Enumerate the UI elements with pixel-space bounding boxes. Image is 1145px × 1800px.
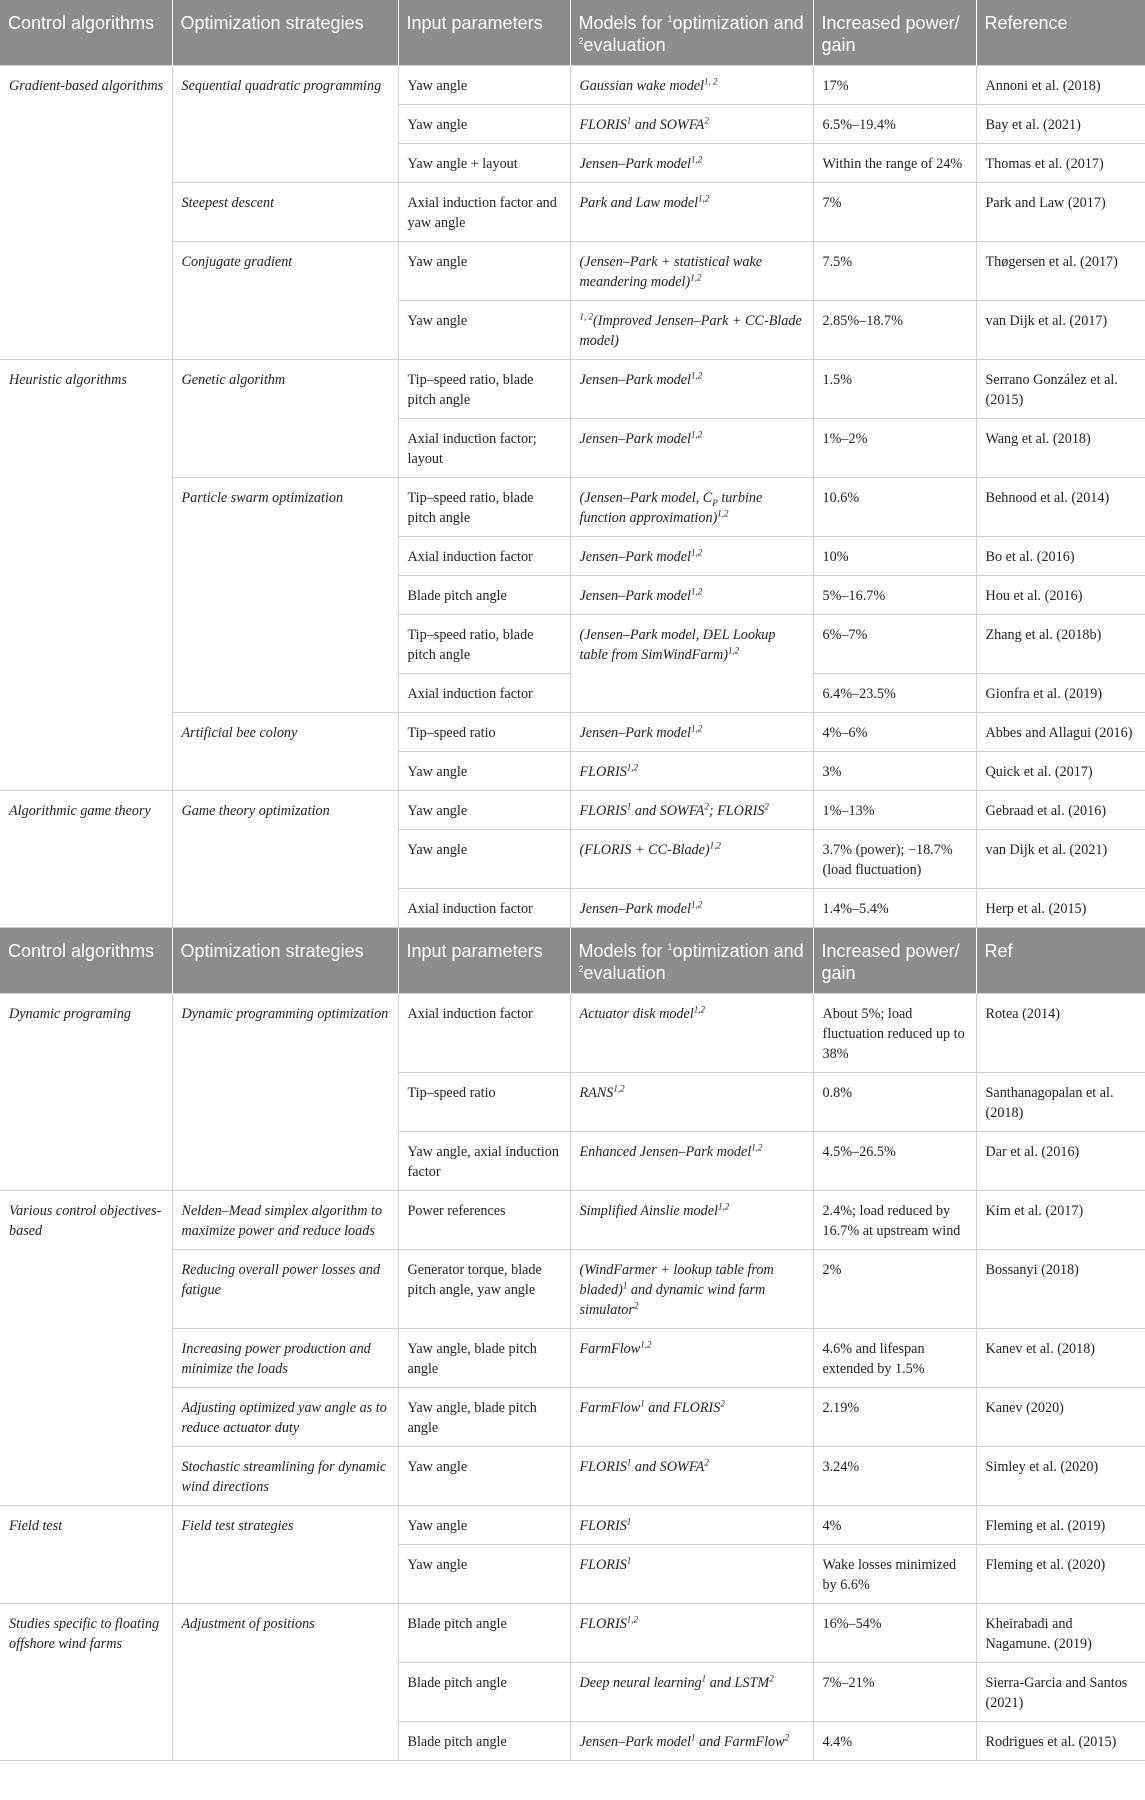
table-row (0, 1447, 1145, 1506)
reference-cell: Quick et al. (2017) (976, 752, 1145, 791)
input-cell: Power references (398, 1191, 570, 1250)
reference-cell: Thomas et al. (2017) (976, 144, 1145, 183)
strategy-cell: Adjusting optimized yaw angle as to reduce actuator duty (172, 1388, 398, 1447)
model-cell: FLORIS$^{1,2}$ (570, 1604, 813, 1663)
reference-cell: Wang et al. (2018) (976, 419, 1145, 478)
strategy-cell: Stochastic streamlining for dynamic wind directions (172, 1447, 398, 1506)
model-cell: Deep neural learning$^1$ and LSTM$^2$ (570, 1663, 813, 1722)
group-cell: Studies specific to floating offshore wind farms (0, 1604, 172, 1761)
table-row (0, 791, 1145, 830)
model-cell: FLORIS$^1$ and SOWFA$^2$ (570, 105, 813, 144)
input-cell: Tip–speed ratio, blade pitch angle (398, 478, 570, 537)
model-cell: FLORIS$^1$ (570, 1506, 813, 1545)
model-cell: Jensen–Park model$^{1,2}$ (570, 713, 813, 752)
reference-cell: Annoni et al. (2018) (976, 66, 1145, 105)
model-cell: Jensen–Park model$^1$ and FarmFlow$^2$ (570, 1722, 813, 1761)
input-cell: Axial induction factor (398, 994, 570, 1073)
input-cell: Yaw angle + layout (398, 144, 570, 183)
reference-cell: Bo et al. (2016) (976, 537, 1145, 576)
header-control-algorithms: Control algorithms (0, 928, 172, 994)
input-cell: Yaw angle (398, 301, 570, 360)
header-input-parameters: Input parameters (398, 928, 570, 994)
model-cell: Jensen–Park model$^{1,2}$ (570, 576, 813, 615)
strategy-cell: Genetic algorithm (172, 360, 398, 478)
table-row (0, 1329, 1145, 1388)
input-cell: Axial induction factor (398, 674, 570, 713)
gain-cell: 6.5%–19.4% (813, 105, 976, 144)
reference-cell: Hou et al. (2016) (976, 576, 1145, 615)
header-increased-power: Increased power/ gain (813, 0, 976, 66)
input-cell: Yaw angle (398, 1545, 570, 1604)
model-cell: (Jensen–Park model, $C_P$ turbine function approximation)$^{1,2}$ (570, 478, 813, 537)
table-row (0, 1604, 1145, 1663)
header-increased-power: Increased power/ gain (813, 928, 976, 994)
group-cell: Gradient-based algorithms (0, 66, 172, 360)
gain-cell: About 5%; load fluctuation reduced up to 38% (813, 994, 976, 1073)
group-cell: Field test (0, 1506, 172, 1604)
table-header-row (0, 928, 1145, 994)
input-cell: Yaw angle (398, 1447, 570, 1506)
header-models: Models for $^1$optimization and $^2$evaluation (570, 928, 813, 994)
reference-cell: Zhang et al. (2018b) (976, 615, 1145, 674)
gain-cell: 4%–6% (813, 713, 976, 752)
model-cell: FarmFlow$^1$ and FLORIS$^2$ (570, 1388, 813, 1447)
header-reference: Reference (976, 0, 1145, 66)
table-row (0, 1191, 1145, 1250)
strategy-cell: Particle swarm optimization (172, 478, 398, 713)
input-cell: Yaw angle, axial induction factor (398, 1132, 570, 1191)
reference-cell: Kheirabadi and Nagamune. (2019) (976, 1604, 1145, 1663)
model-cell: (WindFarmer + lookup table from bladed)$^1$ and dynamic wind farm simulator$^2$ (570, 1250, 813, 1329)
gain-cell: 1.4%–5.4% (813, 889, 976, 928)
model-cell: FLORIS$^1$ and SOWFA$^2$; FLORIS$^2$ (570, 791, 813, 830)
gain-cell: 3.7% (power); −18.7% (load fluctuation) (813, 830, 976, 889)
reference-cell: Kanev (2020) (976, 1388, 1145, 1447)
model-cell: Park and Law model$^{1,2}$ (570, 183, 813, 242)
model-cell: Gaussian wake model$^{1, 2}$ (570, 66, 813, 105)
table-row (0, 994, 1145, 1073)
table-header-row (0, 0, 1145, 66)
gain-cell: 4.4% (813, 1722, 976, 1761)
reference-cell: Bossanyi (2018) (976, 1250, 1145, 1329)
strategy-cell: Conjugate gradient (172, 242, 398, 360)
strategy-cell: Dynamic programming optimization (172, 994, 398, 1191)
reference-cell: van Dijk et al. (2017) (976, 301, 1145, 360)
input-cell: Tip–speed ratio, blade pitch angle (398, 615, 570, 674)
input-cell: Axial induction factor (398, 537, 570, 576)
group-cell: Dynamic programing (0, 994, 172, 1191)
table-row (0, 360, 1145, 419)
strategy-cell: Steepest descent (172, 183, 398, 242)
gain-cell: 1%–13% (813, 791, 976, 830)
gain-cell: 16%–54% (813, 1604, 976, 1663)
input-cell: Yaw angle, blade pitch angle (398, 1388, 570, 1447)
reference-cell: Rodrigues et al. (2015) (976, 1722, 1145, 1761)
model-cell: (Jensen–Park + statistical wake meandering model)$^{1,2}$ (570, 242, 813, 301)
model-cell: Jensen–Park model$^{1,2}$ (570, 144, 813, 183)
model-cell: Jensen–Park model$^{1,2}$ (570, 889, 813, 928)
input-cell: Yaw angle (398, 791, 570, 830)
gain-cell: 4.5%–26.5% (813, 1132, 976, 1191)
model-cell: Jensen–Park model$^{1,2}$ (570, 537, 813, 576)
gain-cell: 7.5% (813, 242, 976, 301)
strategy-cell: Field test strategies (172, 1506, 398, 1604)
gain-cell: 10.6% (813, 478, 976, 537)
model-cell: RANS$^{1,2}$ (570, 1073, 813, 1132)
gain-cell: 3.24% (813, 1447, 976, 1506)
reference-cell: Fleming et al. (2020) (976, 1545, 1145, 1604)
table-row (0, 242, 1145, 301)
reference-cell: Herp et al. (2015) (976, 889, 1145, 928)
strategy-cell: Reducing overall power losses and fatigue (172, 1250, 398, 1329)
reference-cell: Serrano González et al. (2015) (976, 360, 1145, 419)
input-cell: Yaw angle (398, 66, 570, 105)
model-cell: Simplified Ainslie model$^{1,2}$ (570, 1191, 813, 1250)
input-cell: Blade pitch angle (398, 1604, 570, 1663)
strategy-cell: Adjustment of positions (172, 1604, 398, 1761)
model-cell: (FLORIS + CC-Blade)$^{1,2}$ (570, 830, 813, 889)
gain-cell: 5%–16.7% (813, 576, 976, 615)
table-row (0, 478, 1145, 537)
gain-cell: 7% (813, 183, 976, 242)
reference-cell: Park and Law (2017) (976, 183, 1145, 242)
strategy-cell: Artificial bee colony (172, 713, 398, 791)
reference-cell: Fleming et al. (2019) (976, 1506, 1145, 1545)
gain-cell: 2% (813, 1250, 976, 1329)
input-cell: Tip–speed ratio, blade pitch angle (398, 360, 570, 419)
reference-cell: Thøgersen et al. (2017) (976, 242, 1145, 301)
reference-cell: van Dijk et al. (2021) (976, 830, 1145, 889)
group-cell: Various control objectives-based (0, 1191, 172, 1506)
input-cell: Axial induction factor; layout (398, 419, 570, 478)
input-cell: Yaw angle (398, 1506, 570, 1545)
model-cell: FLORIS$^{1,2}$ (570, 752, 813, 791)
reference-cell: Sierra-Garcia and Santos (2021) (976, 1663, 1145, 1722)
reference-cell: Kim et al. (2017) (976, 1191, 1145, 1250)
table-row (0, 66, 1145, 105)
model-cell: FLORIS$^1$ (570, 1545, 813, 1604)
model-cell: Jensen–Park model$^{1,2}$ (570, 419, 813, 478)
model-cell: FLORIS$^1$ and SOWFA$^2$ (570, 1447, 813, 1506)
input-cell: Tip–speed ratio (398, 1073, 570, 1132)
reference-cell: Abbes and Allagui (2016) (976, 713, 1145, 752)
input-cell: Blade pitch angle (398, 576, 570, 615)
model-cell: Enhanced Jensen–Park model$^{1,2}$ (570, 1132, 813, 1191)
reference-cell: Gebraad et al. (2016) (976, 791, 1145, 830)
reference-cell: Rotea (2014) (976, 994, 1145, 1073)
table-row (0, 713, 1145, 752)
model-cell: Jensen–Park model$^{1,2}$ (570, 360, 813, 419)
gain-cell: 2.19% (813, 1388, 976, 1447)
strategy-cell: Sequential quadratic programming (172, 66, 398, 183)
input-cell: Yaw angle, blade pitch angle (398, 1329, 570, 1388)
input-cell: Generator torque, blade pitch angle, yaw angle (398, 1250, 570, 1329)
gain-cell: 3% (813, 752, 976, 791)
model-cell: (Jensen–Park model, DEL Lookup table from SimWindFarm)$^{1,2}$ (570, 615, 813, 713)
gain-cell: 4.6% and lifespan extended by 1.5% (813, 1329, 976, 1388)
input-cell: Yaw angle (398, 830, 570, 889)
gain-cell: 7%–21% (813, 1663, 976, 1722)
gain-cell: 1.5% (813, 360, 976, 419)
group-cell: Heuristic algorithms (0, 360, 172, 791)
header-input-parameters: Input parameters (398, 0, 570, 66)
gain-cell: 6%–7% (813, 615, 976, 674)
reference-cell: Simley et al. (2020) (976, 1447, 1145, 1506)
gain-cell: 17% (813, 66, 976, 105)
input-cell: Axial induction factor (398, 889, 570, 928)
table-row (0, 1506, 1145, 1545)
gain-cell: 2.4%; load reduced by 16.7% at upstream wind (813, 1191, 976, 1250)
model-cell: FarmFlow$^{1,2}$ (570, 1329, 813, 1388)
model-cell: $^{1, 2}$(Improved Jensen–Park + CC-Blade model) (570, 301, 813, 360)
input-cell: Yaw angle (398, 242, 570, 301)
header-reference: Ref (976, 928, 1145, 994)
reference-cell: Gionfra et al. (2019) (976, 674, 1145, 713)
gain-cell: 0.8% (813, 1073, 976, 1132)
table-row (0, 1250, 1145, 1329)
input-cell: Blade pitch angle (398, 1663, 570, 1722)
reference-cell: Bay et al. (2021) (976, 105, 1145, 144)
strategy-cell: Increasing power production and minimize the loads (172, 1329, 398, 1388)
input-cell: Tip–speed ratio (398, 713, 570, 752)
gain-cell: 2.85%–18.7% (813, 301, 976, 360)
input-cell: Yaw angle (398, 752, 570, 791)
reference-cell: Kanev et al. (2018) (976, 1329, 1145, 1388)
strategy-cell: Nelden–Mead simplex algorithm to maximize power and reduce loads (172, 1191, 398, 1250)
input-cell: Axial induction factor and yaw angle (398, 183, 570, 242)
input-cell: Blade pitch angle (398, 1722, 570, 1761)
strategy-cell: Game theory optimization (172, 791, 398, 928)
gain-cell: Wake losses minimized by 6.6% (813, 1545, 976, 1604)
reference-cell: Dar et al. (2016) (976, 1132, 1145, 1191)
gain-cell: 6.4%–23.5% (813, 674, 976, 713)
input-cell: Yaw angle (398, 105, 570, 144)
group-cell: Algorithmic game theory (0, 791, 172, 928)
gain-cell: 10% (813, 537, 976, 576)
header-optimization-strategies: Optimization strategies (172, 0, 398, 66)
gain-cell: 1%–2% (813, 419, 976, 478)
gain-cell: 4% (813, 1506, 976, 1545)
gain-cell: Within the range of 24% (813, 144, 976, 183)
reference-cell: Santhanagopalan et al. (2018) (976, 1073, 1145, 1132)
table-row (0, 183, 1145, 242)
model-cell: Actuator disk model$^{1,2}$ (570, 994, 813, 1073)
header-models: Models for $^1$optimization and $^2$evaluation (570, 0, 813, 66)
reference-cell: Behnood et al. (2014) (976, 478, 1145, 537)
header-optimization-strategies: Optimization strategies (172, 928, 398, 994)
header-control-algorithms: Control algorithms (0, 0, 172, 66)
table-row (0, 1388, 1145, 1447)
